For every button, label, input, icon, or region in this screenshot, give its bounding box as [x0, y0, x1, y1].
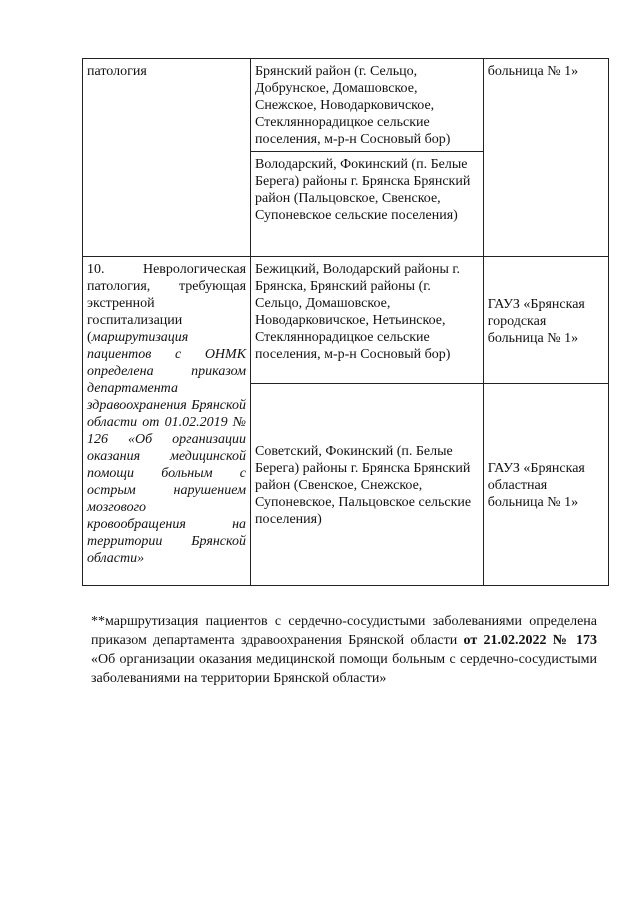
cell-text: 10. Неврологическая патология, требующая экстренной госпитализации (	[87, 262, 247, 345]
table-cell	[251, 384, 484, 586]
cell-text: ГАУЗ «Брянская областная больница № 1»	[487, 461, 585, 510]
table-cell	[251, 257, 484, 384]
cell-text: Советский, Фокинский (п. Белые Берега) районы г. Брянска Брянский район (Свенское, Снежское, Супоневское, Пальцовское сельские поселения)	[255, 444, 472, 527]
cell-text: Бежицкий, Володарский районы г. Брянска, Брянский районы (г. Сельцо, Домашовское, Новодарковичское, Нетьинское, Стекляннорадицкое сельские поселения, м-р-н Сосновый бор)	[255, 262, 461, 362]
table-cell	[83, 257, 251, 586]
cell-text: больница № 1»	[487, 64, 579, 79]
cell-text: ГАУЗ «Брянская городская больница № 1»	[487, 296, 585, 346]
table-cell	[83, 59, 251, 257]
cell-text: патология	[87, 64, 147, 79]
footnote	[91, 612, 597, 688]
routing-table	[82, 58, 609, 586]
table-cell	[251, 59, 484, 152]
table-cell	[483, 257, 608, 384]
table-row	[83, 59, 609, 152]
footnote-text-end: «Об организации оказания медицинской помощи больным с сердечно-сосудистыми заболеваниями на территории Брянской области»	[91, 652, 597, 686]
table-cell	[483, 59, 608, 257]
footnote-text: **маршрутизация пациентов с сердечно-сосудистыми заболеваниями определена приказом департамента здравоохранения Брянской области	[91, 614, 597, 648]
footnote-order-ref: от 21.02.2022 № 173	[463, 633, 597, 648]
table-row	[83, 257, 609, 384]
cell-text: Брянский район (г. Сельцо, Добрунское, Домашовское, Снежское, Новодарковичское, Стекляннорадицкое сельские поселения, м-р-н Сосновый бор)	[255, 64, 451, 147]
table-cell	[483, 384, 608, 586]
table-cell	[251, 152, 484, 257]
cell-italic-text: маршрутизация пациентов с ОНМК определена приказом департамента здравоохранения Брянской области от 01.02.2019 № 126 «Об организации оказания медицинской помощи больным с острым нарушением мозгового кровообращения на территории Брянской области»	[87, 330, 247, 566]
cell-text: Володарский, Фокинский (п. Белые Берега) районы г. Брянска Брянский район (Пальцовское, Свенское, Супоневское сельские поселения)	[255, 157, 471, 223]
